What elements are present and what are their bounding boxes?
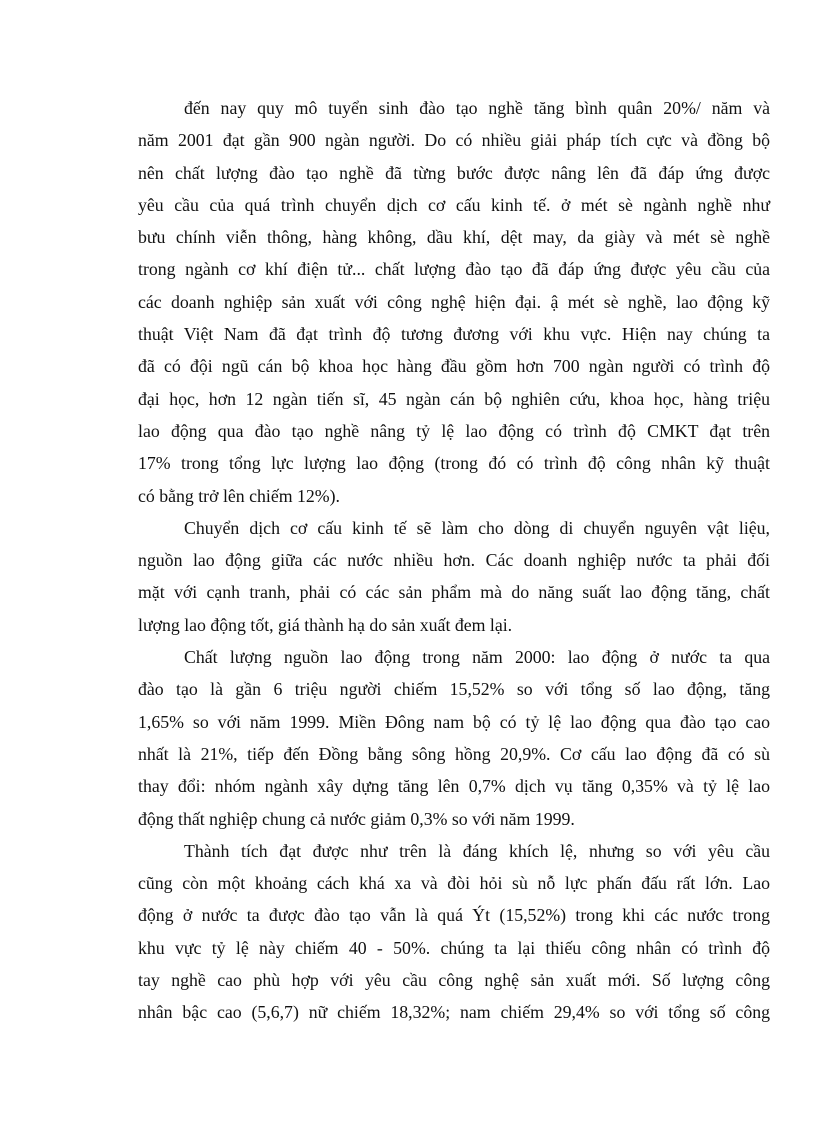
text-line: tay nghề cao phù hợp với yêu cầu công nghệ sản xuất mới. Số lượng công xyxy=(138,970,770,991)
text-line: có bằng trở lên chiếm 12%). xyxy=(138,485,340,506)
text-line: mặt với cạnh tranh, phải có các sản phẩm mà do năng suất lao động tăng, chất xyxy=(138,582,770,603)
text-line: Chuyển dịch cơ cấu kinh tế sẽ làm cho dòng di chuyển nguyên vật liệu, xyxy=(184,517,770,538)
text-line: đến nay quy mô tuyển sinh đào tạo nghề tăng bình quân 20%/ năm và xyxy=(184,98,770,118)
text-line: trong ngành cơ khí điện tử... chất lượng đào tạo đã đáp ứng được yêu cầu của xyxy=(138,259,770,280)
text-line: nhân bậc cao (5,6,7) nữ chiếm 18,32%; nam chiếm 29,4% so với tổng số công xyxy=(138,1002,770,1023)
text-line: thuật Việt Nam đã đạt trình độ tương đương với khu vực. Hiện nay chúng ta xyxy=(138,324,770,345)
text-line: đại học, hơn 12 ngàn tiến sĩ, 45 ngàn cán bộ nghiên cứu, khoa học, hàng triệu xyxy=(138,388,770,409)
text-line: động ở nước ta được đào tạo vẫn là quá Ýt (15,52%) trong khi các nước trong xyxy=(138,905,770,926)
text-line: Thành tích đạt được như trên là đáng khích lệ, nhưng so với yêu cầu xyxy=(184,840,770,861)
text-line: nhất là 21%, tiếp đến Đồng bằng sông hồng 20,9%. Cơ cấu lao động đã có sù xyxy=(138,743,770,764)
text-line: nên chất lượng đào tạo nghề đã từng bước được nâng lên đã đáp ứng được xyxy=(138,162,770,183)
text-line: đào tạo là gần 6 triệu người chiếm 15,52% so với tổng số lao động, tăng xyxy=(138,679,770,700)
text-line: yêu cầu của quá trình chuyển dịch cơ cấu kinh tế. ở mét sè ngành nghề như xyxy=(138,194,770,215)
text-line: lao động qua đào tạo nghề nâng tỷ lệ lao động có trình độ CMKT đạt trên xyxy=(138,420,770,441)
text-line: bưu chính viễn thông, hàng không, dầu khí, dệt may, da giày và mét sè nghề xyxy=(138,227,770,248)
text-line: động thất nghiệp chung cả nước giảm 0,3% so với năm 1999. xyxy=(138,808,575,829)
text-line: đã có đội ngũ cán bộ khoa học hàng đầu gồm hơn 700 ngàn người có trình độ xyxy=(138,356,770,377)
text-line: nguồn lao động giữa các nước nhiều hơn. Các doanh nghiệp nước ta phải đối xyxy=(138,550,770,571)
text-line: các doanh nghiệp sản xuất với công nghệ hiện đại. ậ mét sè nghề, lao động kỹ xyxy=(138,291,770,312)
text-line: lượng lao động tốt, giá thành hạ do sản xuất đem lại. xyxy=(138,614,513,635)
text-line: năm 2001 đạt gần 900 ngàn người. Do có nhiều giải pháp tích cực và đồng bộ xyxy=(138,130,770,151)
text-line: cũng còn một khoảng cách khá xa và đòi hỏi sù nỗ lực phấn đấu rất lớn. Lao xyxy=(138,873,770,894)
text-line: 1,65% so với năm 1999. Miền Đông nam bộ có tỷ lệ lao động qua đào tạo cao xyxy=(138,711,770,732)
text-line: 17% trong tổng lực lượng lao động (trong đó có trình độ công nhân kỹ thuật xyxy=(138,453,770,474)
text-line: thay đổi: nhóm ngành xây dựng tăng lên 0,7% dịch vụ tăng 0,35% và tỷ lệ lao xyxy=(138,776,770,797)
text-line: Chất lượng nguồn lao động trong năm 2000: lao động ở nước ta qua xyxy=(184,647,770,668)
body-text xyxy=(138,92,770,1029)
text-line: khu vực tỷ lệ này chiếm 40 - 50%. chúng ta lại thiếu công nhân có trình độ xyxy=(138,937,770,958)
